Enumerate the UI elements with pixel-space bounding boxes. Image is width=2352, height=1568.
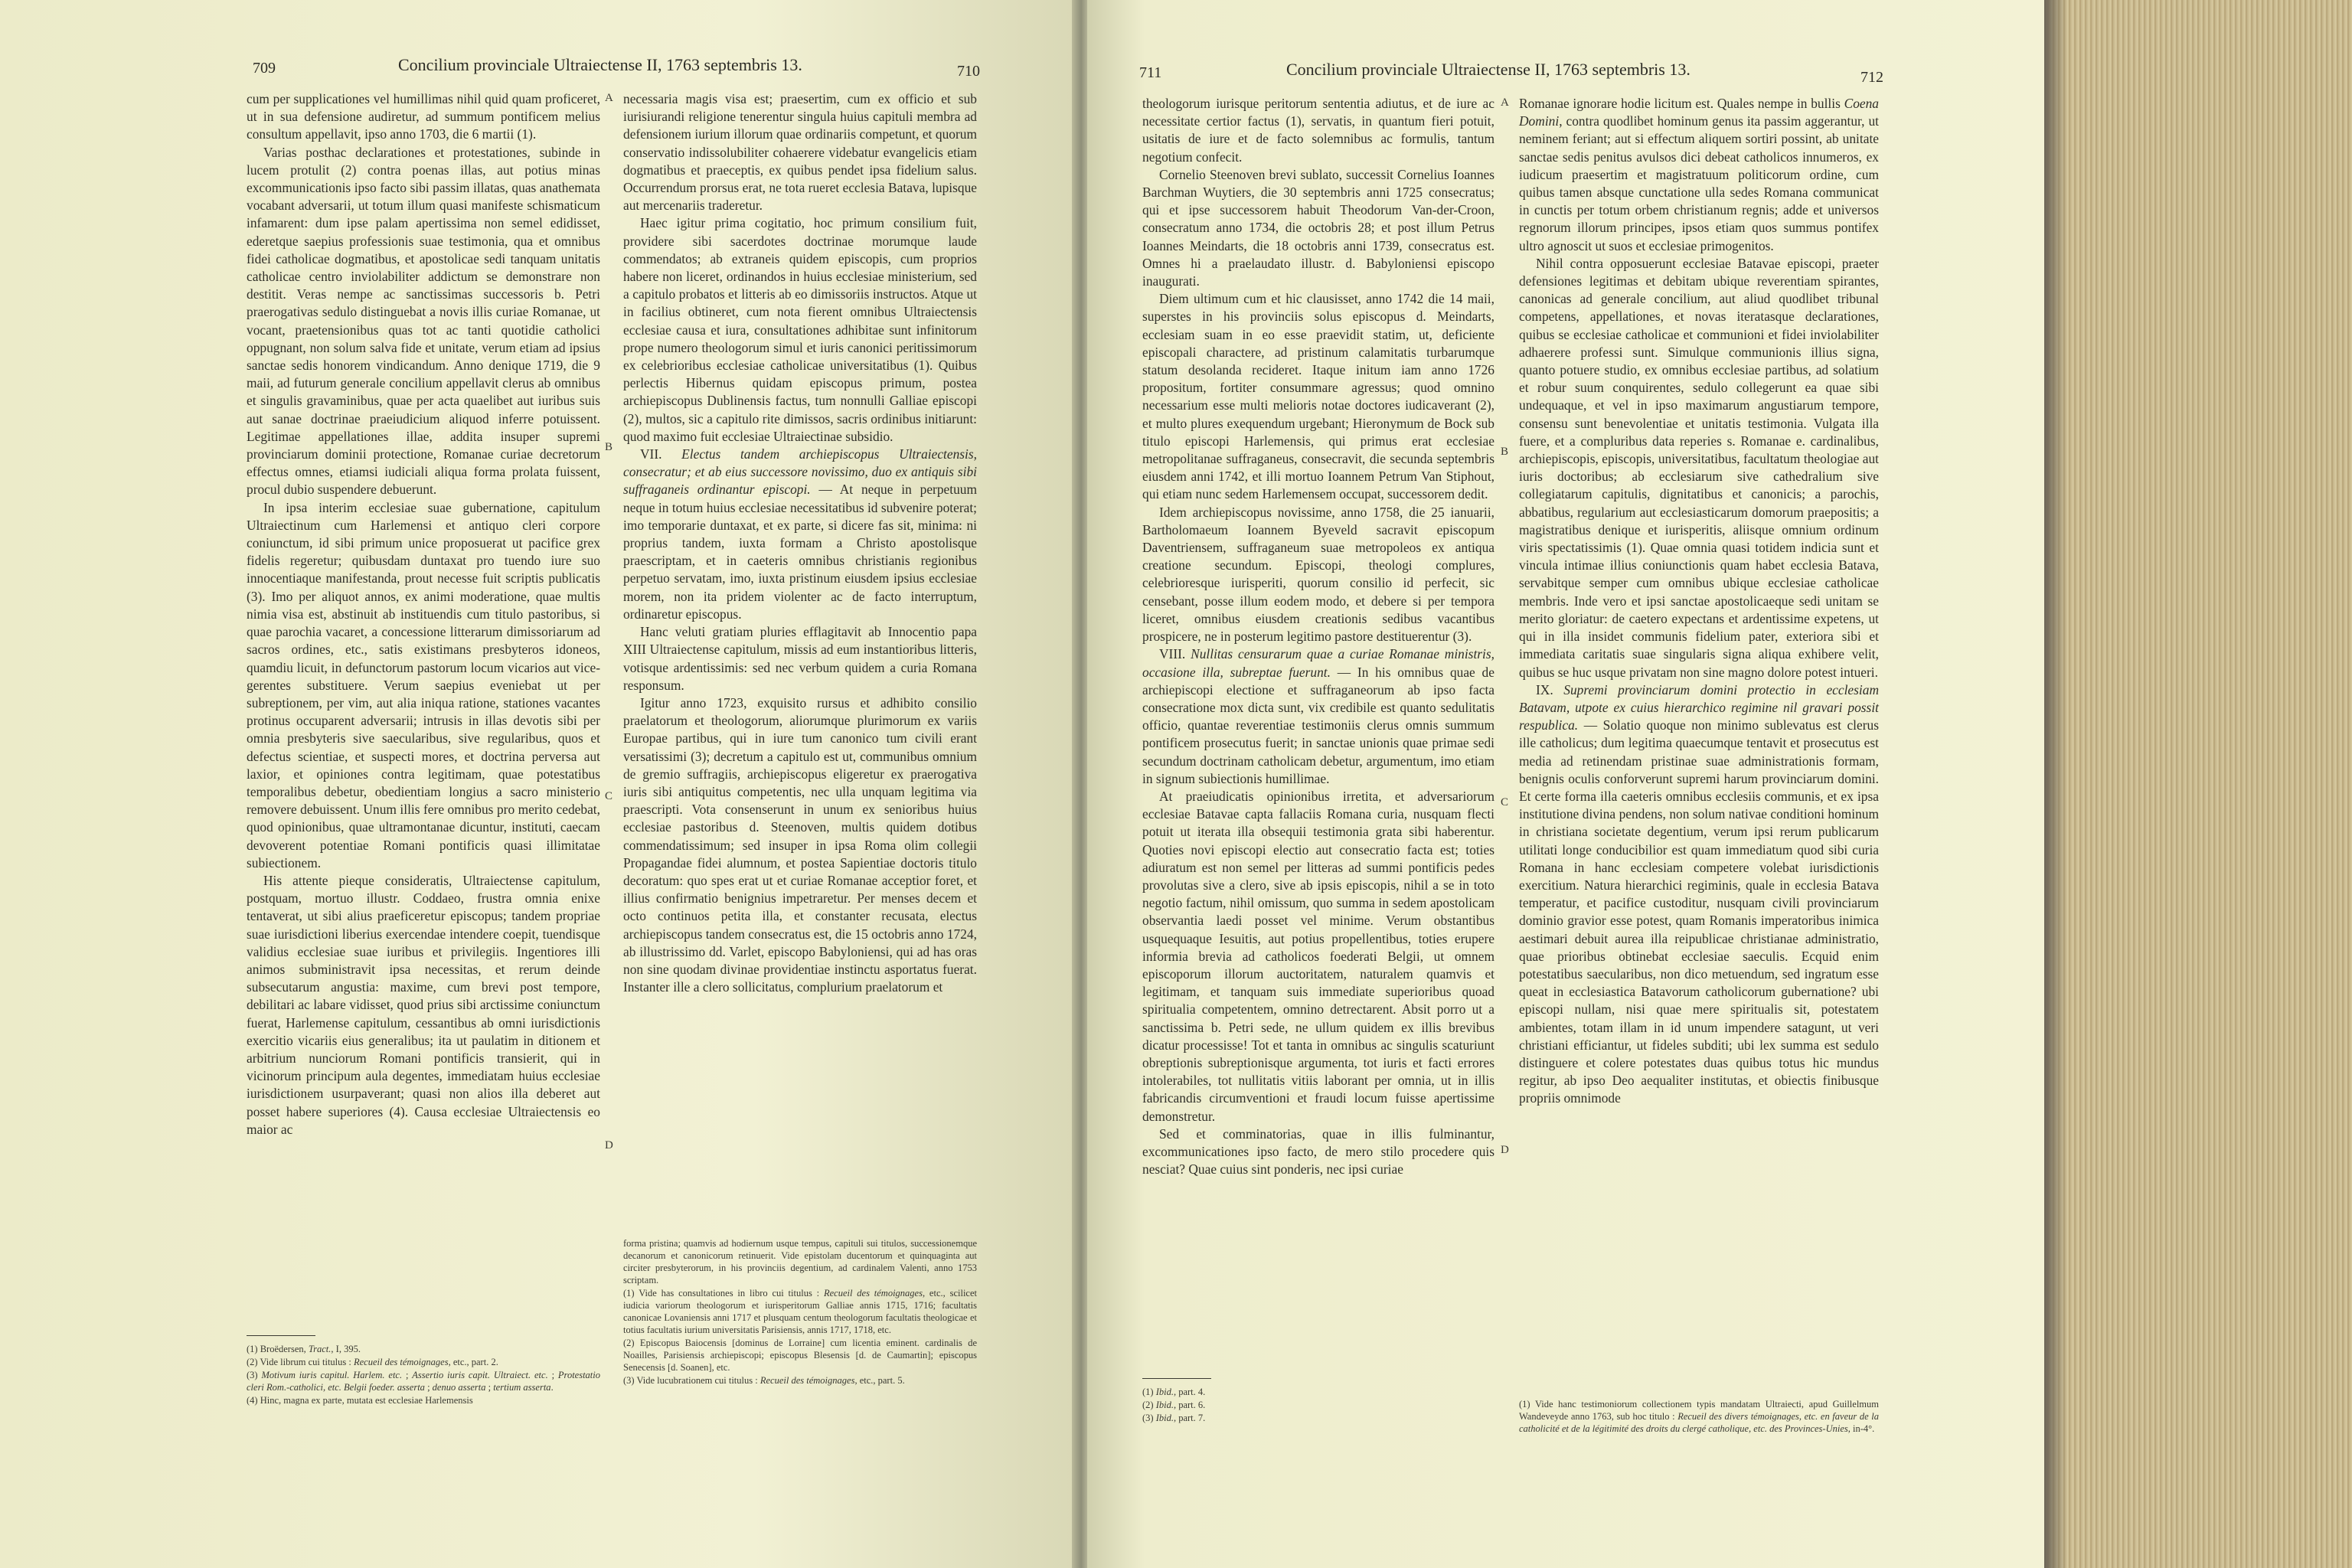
- paragraph: IX. Supremi provinciarum domini protectio in ecclesiam Batavam, utpote ex cuius hierarchico regimine nil gravari possit respublica. — Solatio quoque non minimo sublevatus est clerus ille catholicus; dum legitima quaecumque tentavit et prosecutus est media ad retinendam pristinae suae administrationis formam, benignis oculis conforverunt supremi harum provinciarum domini. Et certe forma illa caeteris omnibus ecclesiis communis, et ex ipsa institutione divina pendens, non solum nativae conditioni hominum in christiana societate degentium, verum ipsi rerum publicarum utilitati longe conducibilior est quam immediatum quod sibi curia Romana in hanc ecclesiam competere volebat iurisdictionis exercitium. Natura hierarchici regiminis, quale in ecclesia Batava temperatur, et pacifice custoditur, nusquam civili provinciarum dominio gravior esse potest, quam Romanis imperatoribus inimica aestimari debuit aurea illa reipublicae christianae administratio, quae prioribus obtinebat ecclesiae saeculis. Ecquid enim potestatibus saecularibus, non dico metuendum, sed ingratum esse queat in ecclesiastica Batavorum catholicorum gubernatione? ubi episcopi nullam, nisi quae mere spiritualis sit, potestatem ambientes, totam illam in id unum impendere satagunt, ut veri christiani efficiantur, ut fideles subditi; ubi lex summa est sedulo distinguere et colere potestates duas quibus totus hic mundus regitur, ab ipso Deo aequaliter institutas, et obiectis finibusque propriis omnimode: [1519, 681, 1880, 1106]
- footnote-rule: [247, 1335, 315, 1336]
- book-edge-shadow: [2044, 0, 2067, 1568]
- left-page-column-2: [623, 90, 977, 996]
- right-page-column-1: [1142, 95, 1494, 1178]
- margin-letter-c: C: [605, 790, 613, 802]
- margin-letter-b: B: [605, 441, 613, 453]
- footnote: (3) Ibid., part. 7.: [1142, 1413, 1206, 1423]
- footnote-rule: [1142, 1378, 1211, 1379]
- footnote: (2) Episcopus Baiocensis [dominus de Lorraine] cum licentia eminent. cardinalis de Noailles, Parisiensis archiepiscopi; episcopus Blesensis [d. de Caumartin]; episcopus Senecensis [d. Soanen], etc.: [623, 1338, 977, 1373]
- right-page-column-2: [1519, 95, 1879, 1108]
- margin-letter-c: C: [1501, 796, 1509, 808]
- paragraph: Haec igitur prima cogitatio, hoc primum consilium fuit, providere sibi sacerdotes doctrinae morumque laude commendatos; ab extraneis quidem episcopis, cum proprios habere non liceret, ordinandos in huius ecclesiae ministerium, sed a capitulo probatos et litteris ab eo dimissoriis instructos. Atque ut in facilius obtineret, cum nota fierent omnibus Ultraiectensis ecclesiae causa et iura, consultationes adhibitae sunt infinitorum prope numero theologorum simul et iuris canonici peritissimorum ex celebrioribus ecclesiae catholicae universitatibus (1). Quibus perlectis Hibernus quidam episcopus primum, postea archiepiscopus Dublinensis factus, tum nonnulli Galliae episcopi (2), multos, sic a capitulo rite dimissos, sacris ordinibus initiarunt: quod maximo fuit ecclesiae Ultraiectinae subsidio.: [623, 215, 977, 444]
- margin-letter-b: B: [1501, 446, 1509, 458]
- left-page: [0, 0, 1076, 1568]
- paragraph: Hanc veluti gratiam pluries efflagitavit ab Innocentio papa XIII Ultraiectense capitulum, missis ad eum instantioribus litteris, votisque ardentissimis: sed nec verbum quidem a curia Romana responsum.: [623, 624, 977, 693]
- paragraph: theologorum iurisque peritorum sententia adiutus, et de iure ac necessitate certior factus (1), servatis, in quantum fieri potuit, usitatis de iure et de facto solemnibus ac formulis, tantum negotium confecit.: [1142, 96, 1494, 165]
- margin-letter-d: D: [605, 1139, 613, 1152]
- paragraph: In ipsa interim ecclesiae suae gubernatione, capitulum Ultraiectinum cum Harlemensi et antiquo cleri corpore coniunctum, id sibi primum unice proposuerat ut pacifice grex fidelis regeretur; quibusdam duntaxat pro tuendo iure suo innocentiaque manifestanda, prout necesse fuit scriptis publicatis (3). Imo per aliquot annos, ex animi moderatione, quae multis nimia visa est, abstinuit ab instituendis cum titulo pastoribus, si quae parochia vacaret, a concessione litterarum dimissoriarum ad sacros ordines, etc., satis existimans presbyteros idoneos, quamdiu licuit, in defunctorum pastorum locum vicarios aut vice-gerentes substituere. Verum saepius eveniebat ut per subreptionem, per vim, aut alia iniqua ratione, stationes vacantes protinus occuparent adversarii; intrusis in illas devotis sibi per omnia presbyteris sive saecularibus, sive regularibus, quos et defectus scientiae, et suspecti mores, et doctrina perversa aut laxior, et opiniones contra legitimam, quae potestatibus temporalibus debetur, obedientiam longius a sacro ministerio removere debuissent. Unum illis fere omnibus pro merito cedebat, quod opinionibus, quae ultramontanae dicuntur, instituti, caecam devoverent potentiae Romani pontificis quasi illimitatae subiectionem.: [247, 499, 600, 871]
- right-page: [1087, 0, 2044, 1568]
- paragraph: At praeiudicatis opinionibus irretita, et adversariorum ecclesiae Batavae capta fallaciis Romana curia, nusquam flecti potuit ut iterata illa obsequii testimonia grata sibi haberentur. Quoties novi episcopi electio aut consecratio facta est; toties adiuratum est non semel per litteras ad summi pontificis pedes provolutas sive a clero, sive ab ipsis episcopis, nihil a se in toto negotio factum, nihil omissum, quo summa in sedem apostolicam observantia laedi posset vel minime. Verum obstantibus usquequaque Iesuitis, aut potius propellentibus, toties erupere informia brevia ad catholicos foederati Belgii, ut omnem episcoporum illorum auctoritatem, naturalem quamvis et legitimam, et tanquam suis immediate superioribus quoad spiritualia competentem, omnino detrectarent. Absit porro ut a sanctissima b. Petri sede, ne ullum quidem ex illis brevibus dicatur processisse! Tot et tanta in omnibus ac singulis scaturiunt obreptionis subreptionisque argumenta, tot iuris et facti errores intolerabiles, tot nullitatis vitiis laborant per omnia, ut in illis fabricandis circumventioni et fraudi locum fuisse apertissime demonstretur.: [1142, 788, 1494, 1124]
- margin-letter-d: D: [1501, 1144, 1509, 1156]
- paragraph: Nihil contra opposuerunt ecclesiae Batavae episcopi, praeter defensiones legitimas et debitam ubique reverentiam spirantes, canonicas ad generale concilium, aut aliud quodlibet tribunal competens, appellationes, et novas iteratasque declarationes, quibus se ecclesiae catholicae et communioni et fidei inviolabiliter adhaerere professi sunt. Simulque communionis illius signa, quanto potuere studio, ex omnibus ecclesiae partibus, ad solatium et robur suum conquirentes, sedulo collegerunt ea quae sibi undequaque, et vel in ipso maximarum angustiarum tempore, consensu sunt benevolentiae et unitatis testimonia. Vulgata illa fuere, et a compluribus data reperies s. Romanae e. cardinalibus, archiepiscopis, episcopis, universitatibus, facultatum theologiae aut iuris doctoribus; ab ecclesiarum sive cathedralium sive collegiatarum capitulis, dignitatibus et canonicis; a parochis, abbatibus, regularium aut ecclesiasticarum domorum praepositis; a magistratibus denique et iurisperitis, aliisque omnium ordinum viris spectatissimis (1). Quae omnia quasi totidem indicia sunt et vincula intimae illius coniunctionis quam habet ecclesia Batava, servabitque semper cum omnibus ubique ecclesiae catholicae membris. Inde vero et ipsi sanctae apostolicaeque sedi unitam se merito gloriatur: de caetero expectans et ardentissime expetens, ut qui in illa insidet communis fidelium pater, exteriora sibi et immediata caritatis suae singularis signa aliqua exhibere velit, quibus se huc usque privatam non sine magno dolore potest intueri.: [1519, 255, 1879, 680]
- left-page-footnotes-1: [247, 1343, 600, 1407]
- footnote: (2) Ibid., part. 6.: [1142, 1400, 1206, 1410]
- page-number-711: 711: [1139, 64, 1162, 81]
- paragraph: Diem ultimum cum et hic clausisset, anno 1742 die 14 maii, superstes in his provinciis solus episcopus d. Meindarts, ecclesiam suam in eo esse praevidit statim, ut, deficiente episcopali charactere, ad pristinum calamitatis turbarumque statum desolanda recideret. Itaque initum iam anno 1726 propositum, fortiter consummare agressus; quod omnino necessarium esse multi melioris notae doctores iudicaverant (2), et multo plures exequendum urgebant; Hieronymum de Bock sub titulo episcopi Harlemensis, qui primus erat ecclesiae metropolitanae suffraganeus, consecravit, die secunda septembris eiusdem anni 1742, et illi mortuo Ioannem Petrum Van Stiphout, qui etiam nunc sedem Harlemensem occupat, successorem dedit.: [1142, 291, 1494, 502]
- paragraph: VII. Electus tandem archiepiscopus Ultraiectensis, consecratur; et ab eius successore novissimo, duo ex antiquis sibi suffraganeis ordinantur episcopi. — At neque in perpetuum neque in totum huius ecclesiae necessitatibus id subvenire poterat; imo temporarie duntaxat, et ex parte, si dicere fas sit, minima: ni proprius tandem, iuxta formam a Christo apostolisque praescriptam, et in caeteris omnibus christianis regionibus perpetuo servatam, imo, iuxta pristinum eiusdem ipsius ecclesiae morem, non ita pridem violenter ac de facto interruptum, ordinaretur episcopus.: [623, 446, 978, 622]
- running-header-left: Concilium provinciale Ultraiectense II, 1763 septembris 13.: [398, 55, 802, 74]
- footnote: (3) Motivum iuris capitul. Harlem. etc. ; Assertio iuris capit. Ultraiect. etc. ; Protestatio cleri Rom.-catholici, etc. Belgii foeder. asserta ; denuo asserta ; tertium asserta.: [247, 1370, 600, 1393]
- paragraph: necessaria magis visa est; praesertim, cum ex officio et sub iurisiurandi religione tenerentur singula huius capituli membra ad defensionem iurium illorum quae ordinariis competunt, et quorum conservatio indissolubiliter cohaerere videbatur evangelicis etiam dogmatibus et praeceptis, ex quibus pendet ipsa fidelium salus. Occurrendum prorsus erat, ne tota rueret ecclesia Batava, lupisque aut mercenariis traderetur.: [623, 91, 977, 214]
- paragraph: Cornelio Steenoven brevi sublato, successit Cornelius Ioannes Barchman Wuytiers, die 30 septembris anni 1725 consecratus; qui et ipse successorem habuit Theodorum Van-der-Croon, consecratum anno 1734, die octobris 28; et post illum Petrus Ioannes Meindarts, die 18 octobris anni 1739, consecratus est. Omnes hi a praelaudato illustr. d. Babyloniensi episcopo inaugurati.: [1142, 166, 1494, 289]
- margin-letter-a: A: [1501, 96, 1509, 109]
- paragraph: His attente pieque consideratis, Ultraiectense capitulum, postquam, mortuo illustr. Coddaeo, frustra omnia enixe tentaverat, ut sibi alius praeficeretur episcopus; tandem propriae suae iurisdictioni liberius exercendae intendere coepit, tuendisque validius ecclesiae suae iuribus et privilegiis. Ingentiores illi animos subministravit ipsa necessitas, et rerum deinde subsecutarum angustia: maxime, cum brevi post tempore, debilitari ac labare vidisset, quod prius sibi arctissime coniunctum fuerat, Harlemense capitulum, cessantibus ab omni iurisdictionis exercitio vicariis eius generalibus; ita ut paulatim in ditionem et arbitrium nunciorum Romani pontificis transierit, qui in vicinorum principum aula degentes, immediatam huius ecclesiae iurisdictionem usurpaverant; quasi non alios illa deberet aut posset habere superiores (4). Causa ecclesiae Ultraiectensis eo maior ac: [247, 872, 600, 1137]
- page-number-712: 712: [1860, 69, 1883, 86]
- running-header-right: Concilium provinciale Ultraiectense II, 1763 septembris 13.: [1286, 60, 1690, 79]
- paragraph: Idem archiepiscopus novissime, anno 1758, die 25 ianuarii, Bartholomaeum Ioannem Byeveld sacravit episcopum Daventriensem, suffraganeum suae metropoleos ex antiqua creatione secundum. Episcopi, theologi complures, celebrioresque iurisperiti, quorum consilio id perfecit, sic censebant, posse illum eodem modo, et debere si per tempora liceret, omnibus eiusdem creationis sedibus vacantibus prospicere, ne in posterum legitimo pastore destituerentur (3).: [1142, 504, 1494, 645]
- paragraph: Sed et comminatorias, quae in illis fulminantur, excommunicationes ipso facto, de mero stilo procedere quis nesciat? Quae cuius sint ponderis, nec ipsi curiae: [1142, 1125, 1494, 1178]
- footnote: (2) Vide librum cui titulus : Recueil des témoignages, etc., part. 2.: [247, 1357, 498, 1367]
- book-page-edges: [2044, 0, 2352, 1568]
- page-number-709: 709: [253, 60, 276, 77]
- footnote: (3) Vide lucubrationem cui titulus : Recueil des témoignages, etc., part. 5.: [623, 1375, 905, 1386]
- footnote: (1) Vide has consultationes in libro cui titulus : Recueil des témoignages, etc., scilicet iudicia variorum theologorum et iurisperitorum Galliae annis 1715, 1716; facultatis canonicae Lovaniensis anni 1717 et plusquam centum theologorum facultatis theologicae et totius facultatis iurium universitatis Parisiensis, annis 1717, 1718, etc.: [623, 1288, 977, 1335]
- left-page-footnotes-2: [623, 1237, 977, 1387]
- paragraph: Igitur anno 1723, exquisito rursus et adhibito consilio praelatorum et theologorum, aliorumque plurimorum ex variis Europae partibus, qui in iure tum canonico tum civili erant versatissimi (3); decretum a capitulo est ut, communibus omnium de gremio suffragiis, archiepiscopus eligeretur ex praerogativa iuris sibi antiquitus competentis, nec ulla unquam legitima via praescripti. Vota consenserunt in unum ex senioribus huius ecclesiae pastoribus d. Steenoven, multis quidem dotibus commendatissimum; sed insuper in ipsa Roma olim collegii Propagandae fidei alumnum, et postea Sapientiae doctoris titulo decoratum: quo spes erat ut et curiae Romanae acceptior foret, et illius confirmatio benignius impetraretur. Per menses decem et octo continuos petita illa, et constanter recusata, electus archiepiscopus tandem consecratus est, die 15 octobris anno 1724, ab illustrissimo dd. Varlet, episcopo Babyloniensi, qui ad has oras non sine quodam divinae providentiae instinctu asportatus fuerat. Instanter ille a clero sollicitatus, complurium praelatorum et: [623, 694, 977, 995]
- right-page-footnotes-2: [1519, 1398, 1879, 1436]
- page-number-710: 710: [957, 63, 980, 80]
- footnote: forma pristina; quamvis ad hodiernum usque tempus, capituli sui titulos, successionemque decanorum et canonicorum retinuerit. Vide epistolam ducentorum et quinquaginta aut circiter presbyterorum, in his provinciis degentium, ad cardinalem Valenti, anno 1753 scriptam.: [623, 1238, 977, 1285]
- paragraph: Romanae ignorare hodie licitum est. Quales nempe in bullis Coena Domini, contra quodlibet hominum genus ita passim aggerantur, ut neminem feriant; aut si effectum aliquem sortiri possint, ab unitate sanctae sedis penitus avulsos dici debeat catholicos innumeros, ex iudicum praesertim et magistratuum politicorum ordine, cum quibus tamen absque cunctatione ulla sedes Romana communicat in cunctis per totum orbem christianum regnis; adde et universos regnorum illorum principes, ipsos etiam quos summus pontifex ultro agnoscit ut suos et ecclesiae primogenitos.: [1519, 96, 1879, 253]
- margin-letter-a: A: [605, 92, 613, 104]
- footnote: (4) Hinc, magna ex parte, mutata est ecclesiae Harlemensis: [247, 1395, 473, 1406]
- left-page-column-1: [247, 90, 600, 1138]
- paragraph: cum per supplicationes vel humillimas nihil quid quam proficeret, ut in sua defensione audiretur, ad summum pontificem melius consultum appellavit, ipso anno 1703, die 6 martii (1).: [247, 91, 600, 142]
- footnote: (1) Broëdersen, Tract., I, 395.: [247, 1344, 361, 1354]
- paragraph: VIII. Nullitas censurarum quae a curiae Romanae ministris, occasione illa, subreptae fuerunt. — In his omnibus quae de archiepiscopi electione et suffraganeorum ab ipso facta consecratione mox dicta sunt, vix credibile est quanto sedulitatis officio, quantae reverentiae testimoniis clerus omnis summum pontificem prosecutus fuerit; in sanctae unionis quae primae sedi secundum doctrinam catholicam debetur, argumentum, imo etiam in signum subiectionis humillimae.: [1142, 646, 1495, 786]
- footnote: (1) Vide hanc testimoniorum collectionem typis mandatam Ultraiecti, apud Guillelmum Wandeveyde anno 1763, sub hoc titulo : Recueil des divers témoignages, etc. en faveur de la catholicité et de la légitimité des droits du clergé catholique, etc. des Provinces-Unies, in-4°.: [1519, 1399, 1879, 1434]
- paragraph: Varias posthac declarationes et protestationes, subinde in lucem protulit (2) contra poenas illas, aut potius minas excommunicationis ipso facto sibi passim illatas, quas anathemata vocabant adversarii, ut totum illum quasi manifeste schismaticum infamarent: dum ipse palam apertissima non semel edidisset, ederetque saepius professionis suae testimonia, qua et omnibus fidei catholicae dogmatibus, et apostolicae sedi tanquam unitatis catholicae centro inviolabiliter addictum se demonstrare non destitit. Veras nempe ac sanctissimas successoris b. Petri praerogativas sedulo distinguebat a novis illis curiae Romanae, ut vocant, praetensionibus quas tot ac tanti quotidie catholici oppugnant, non solum salva fide et unitate, verum etiam ad ipsius sanctae sedis honorem vindicandum. Anno denique 1719, die 9 maii, ad futurum generale concilium appellavit clerus ab omnibus et singulis gravaminibus, quae per acta quaelibet aut iuribus suis aut sanae doctrinae praeiudicium aliquod inferre potuissent. Legitimae appellationes illae, addita insuper supremi provinciarum dominii protectione, Romanae curiae decretorum effectus omnes, etiamsi iudiciali aliqua forma prolata fuissent, procul dubio suspendere debuerunt.: [247, 144, 600, 498]
- footnote: (1) Ibid., part. 4.: [1142, 1387, 1206, 1397]
- right-page-footnotes-1: [1142, 1386, 1494, 1425]
